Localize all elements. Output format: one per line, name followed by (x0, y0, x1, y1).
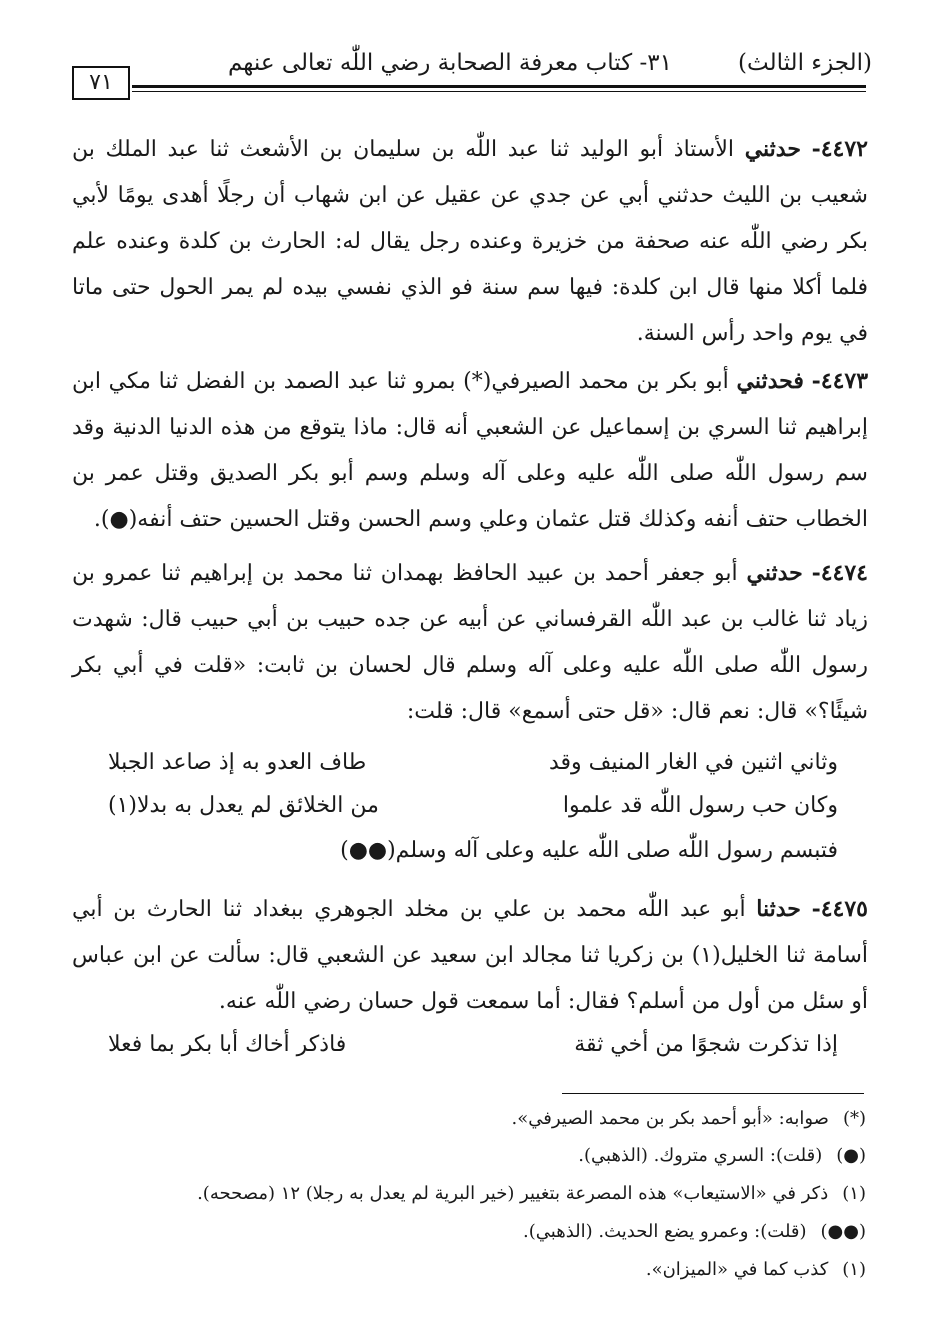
hadith-paragraph (72, 550, 868, 735)
verse-first-hemistich: وكان حب رسول اللّٰه قد علموا (562, 793, 838, 818)
volume-label: (الجزء الثالث) (738, 50, 872, 76)
footnote-text: (قلت): السري متروك. (الذهبي). (578, 1145, 823, 1166)
footnote (76, 1183, 866, 1217)
hadith-text: الأستاذ أبو الوليد ثنا عبد اللّٰه بن سليمان بن الأشعث ثنا عبد الملك بن شعيب بن الليث حدثني أبي عن جدي عن عقيل عن ابن شهاب أن رجلًا أهدى يومًا لأبي بكر رضي اللّٰه عنه صحفة من خزيرة وعنده رجل يقال له: الحارث بن كلدة وعنده علم فلما أكلا منها قال ابن كلدة: فيها سم سنة فو الذي نفسي بيده لم يمر الحول حتى ماتا في يوم واحد رأس السنة. (72, 137, 868, 346)
footnote-marker: (١) (842, 1259, 866, 1280)
book-title: ٣١- كتاب معرفة الصحابة رضي اللّٰه تعالى عنهم (228, 50, 672, 76)
footnote-text: ذكر في «الاستيعاب» هذه المصرعة بتغيير (خير البرية لم يعدل به رجلا) ١٢ (مصححه). (197, 1183, 829, 1204)
footnote-marker: (●) (836, 1145, 866, 1166)
footnote (76, 1221, 866, 1255)
verse-second-hemistich: من الخلائق لم يعدل به بدلا(١) (108, 793, 379, 818)
footnote (76, 1259, 866, 1293)
header-rule (132, 85, 866, 88)
verse-first-hemistich: وثاني اثنين في الغار المنيف وقد (548, 750, 838, 775)
hadith-lead: حدثني (746, 560, 803, 586)
hadith-text: أبو بكر بن محمد الصيرفي(*) بمرو ثنا عبد الصمد بن الفضل ثنا مكي ابن إبراهيم ثنا السري بن إسماعيل عن الشعبي أنه قال: ماذا يتوقع من هذه الدنيا الدنية وقد سم رسول اللّٰه صلى اللّٰه عليه وعلى آله وسلم وسم أبو بكر الصديق وقتل عمر بن الخطاب حتف أنفه وكذلك قتل عثمان وعلي وسم الحسن وقتل الحسين حتف أنفه(●). (72, 369, 868, 532)
poem-verse (108, 750, 838, 790)
footnote-separator (562, 1093, 864, 1094)
footnote (76, 1108, 866, 1142)
footnote-text: كذب كما في «الميزان». (645, 1259, 829, 1280)
hadith-number: ٤٤٧٣- (811, 368, 869, 394)
hadith-paragraph (72, 358, 868, 543)
hadith-lead: حدثنا (756, 896, 801, 922)
poem-verse (108, 793, 838, 833)
hadith-number: ٤٤٧٥- (811, 896, 868, 922)
hadith-number: ٤٤٧٤- (811, 560, 868, 586)
hadith-lead: حدثني (744, 136, 801, 162)
verse-second-hemistich: فاذكر أخاك أبا بكر بما فعلا (108, 1032, 347, 1057)
hadith-text: أبو جعفر أحمد بن عبيد الحافظ بهمدان ثنا محمد بن إبراهيم ثنا عمرو بن زياد ثنا غالب بن عبد اللّٰه القرفساني عن أبيه عن جده حبيب بن أبي حبيب قال: شهدت رسول اللّٰه صلى اللّٰه عليه وعلى آله وسلم قال لحسان بن ثابت: «قلت في أبي بكر شيئًا؟» قال: نعم قال: «قل حتى أسمع» قال: قلت: (72, 561, 868, 724)
hadith-paragraph (72, 886, 868, 1025)
hadith-paragraph (72, 126, 868, 357)
hadith-lead: فحدثني (736, 368, 804, 394)
poem-verse (108, 1032, 838, 1072)
footnote-marker: (*) (842, 1108, 866, 1129)
verse-first-hemistich: إذا تذكرت شجوًا من أخي ثقة (574, 1032, 838, 1057)
footnote-marker: (●●) (820, 1221, 866, 1242)
closing-line-text: فتبسم رسول اللّٰه صلى اللّٰه عليه وعلى آله وسلم(●●) (340, 838, 838, 863)
verse-second-hemistich: طاف العدو به إذ صاعد الجبلا (108, 750, 367, 775)
poem-closing-line (108, 838, 838, 878)
footnote-text: (قلت): وعمرو يضع الحديث. (الذهبي). (523, 1221, 807, 1242)
hadith-number: ٤٤٧٢- (811, 136, 868, 162)
footnote-marker: (١) (842, 1183, 866, 1204)
page-number: ٧١ (72, 66, 130, 100)
footnote-text: صوابه: «أبو أحمد بكر بن محمد الصيرفي». (511, 1108, 829, 1129)
footnote (76, 1145, 866, 1179)
hadith-text: أبو عبد اللّٰه محمد بن علي بن مخلد الجوهري ببغداد ثنا الحارث بن أبي أسامة ثنا الخليل(١) بن زكريا ثنا مجالد ابن سعيد عن الشعبي قال: سألت عن ابن عباس أو سئل من أول من أسلم؟ فقال: أما سمعت قول حسان رضي اللّٰه عنه. (72, 897, 868, 1014)
header-rule-thin (132, 91, 866, 92)
